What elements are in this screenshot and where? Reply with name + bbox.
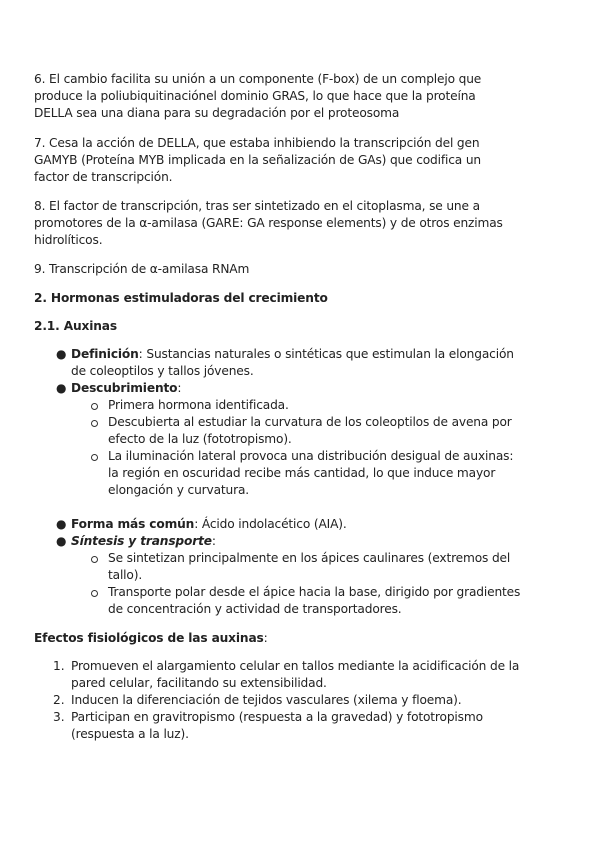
definicion-text: : Sustancias naturales o sintéticas que estimulan la elongación xyxy=(138,347,514,361)
step-6-line-2: produce la poliubiquitinaciónel dominio GRAS, lo que hace que la proteína xyxy=(34,89,476,103)
forma-item xyxy=(71,516,347,532)
efectos-colon: : xyxy=(263,631,268,645)
circle-bullet-icon xyxy=(91,403,98,410)
step-8-line-3: hidrolíticos. xyxy=(34,233,103,247)
definicion-label: Definición xyxy=(71,347,139,361)
bullet-icon: ● xyxy=(56,347,67,361)
sintesis-sub-1-line-2: tallo). xyxy=(108,568,143,582)
definicion-text-line-2: de coleoptilos y tallos jóvenes. xyxy=(71,364,254,378)
descubrimiento-item xyxy=(71,380,181,396)
sintesis-label: Síntesis y transporte xyxy=(71,534,212,548)
heading-efectos xyxy=(34,630,268,646)
definicion-item xyxy=(71,346,514,362)
forma-text: : Ácido indolacético (AIA). xyxy=(194,517,347,531)
step-6-line-1: 6. El cambio facilita su unión a un componente (F-box) de un complejo que xyxy=(34,72,482,86)
list-number: 2. xyxy=(53,693,65,707)
descubrimiento-sub-1: Primera hormona identificada. xyxy=(108,398,289,412)
step-7-line-2: GAMYB (Proteína MYB implicada en la señalización de GAs) que codifica un xyxy=(34,153,481,167)
list-number: 1. xyxy=(53,659,65,673)
step-9: 9. Transcripción de α-amilasa RNAm xyxy=(34,262,250,276)
descubrimiento-colon: : xyxy=(177,381,182,395)
efectos-title: Efectos fisiológicos de las auxinas xyxy=(34,631,264,645)
descubrimiento-label: Descubrimiento xyxy=(71,381,178,395)
efecto-1-line-1: Promueven el alargamiento celular en tallos mediante la acidificación de la xyxy=(71,659,520,673)
circle-bullet-icon xyxy=(91,420,98,427)
sintesis-item xyxy=(71,533,216,549)
bullet-icon: ● xyxy=(56,534,67,548)
step-8-line-1: 8. El factor de transcripción, tras ser sintetizado en el citoplasma, se une a xyxy=(34,199,480,213)
circle-bullet-icon xyxy=(91,454,98,461)
sintesis-sub-2-line-1: Transporte polar desde el ápice hacia la base, dirigido por gradientes xyxy=(108,585,521,599)
descubrimiento-sub-3-line-2: la región en oscuridad recibe más cantidad, lo que induce mayor xyxy=(108,466,496,480)
forma-label: Forma más común xyxy=(71,517,195,531)
step-7-line-1: 7. Cesa la acción de DELLA, que estaba inhibiendo la transcripción del gen xyxy=(34,136,480,150)
sintesis-sub-2-line-2: de concentración y actividad de transportadores. xyxy=(108,602,402,616)
heading-hormonas-estimuladoras: 2. Hormonas estimuladoras del crecimiento xyxy=(34,291,328,305)
circle-bullet-icon xyxy=(91,556,98,563)
circle-bullet-icon xyxy=(91,590,98,597)
descubrimiento-sub-2-line-1: Descubierta al estudiar la curvatura de los coleoptilos de avena por xyxy=(108,415,512,429)
efecto-1-line-2: pared celular, facilitando su extensibilidad. xyxy=(71,676,327,690)
descubrimiento-sub-3-line-1: La iluminación lateral provoca una distribución desigual de auxinas: xyxy=(108,449,514,463)
bullet-icon: ● xyxy=(56,517,67,531)
step-8-line-2: promotores de la α-amilasa (GARE: GA response elements) y de otros enzimas xyxy=(34,216,503,230)
step-7-line-3: factor de transcripción. xyxy=(34,170,173,184)
bullet-icon: ● xyxy=(56,381,67,395)
list-number: 3. xyxy=(53,710,65,724)
efecto-3-line-1: Participan en gravitropismo (respuesta a la gravedad) y fototropismo xyxy=(71,710,483,724)
descubrimiento-sub-3-line-3: elongación y curvatura. xyxy=(108,483,250,497)
sintesis-colon: : xyxy=(211,534,216,548)
sintesis-sub-1-line-1: Se sintetizan principalmente en los ápices caulinares (extremos del xyxy=(108,551,511,565)
efecto-3-line-2: (respuesta a la luz). xyxy=(71,727,189,741)
heading-auxinas: 2.1. Auxinas xyxy=(34,319,117,333)
descubrimiento-sub-2-line-2: efecto de la luz (fototropismo). xyxy=(108,432,292,446)
efecto-2: Inducen la diferenciación de tejidos vasculares (xilema y floema). xyxy=(71,693,462,707)
step-6-line-3: DELLA sea una diana para su degradación por el proteosoma xyxy=(34,106,400,120)
